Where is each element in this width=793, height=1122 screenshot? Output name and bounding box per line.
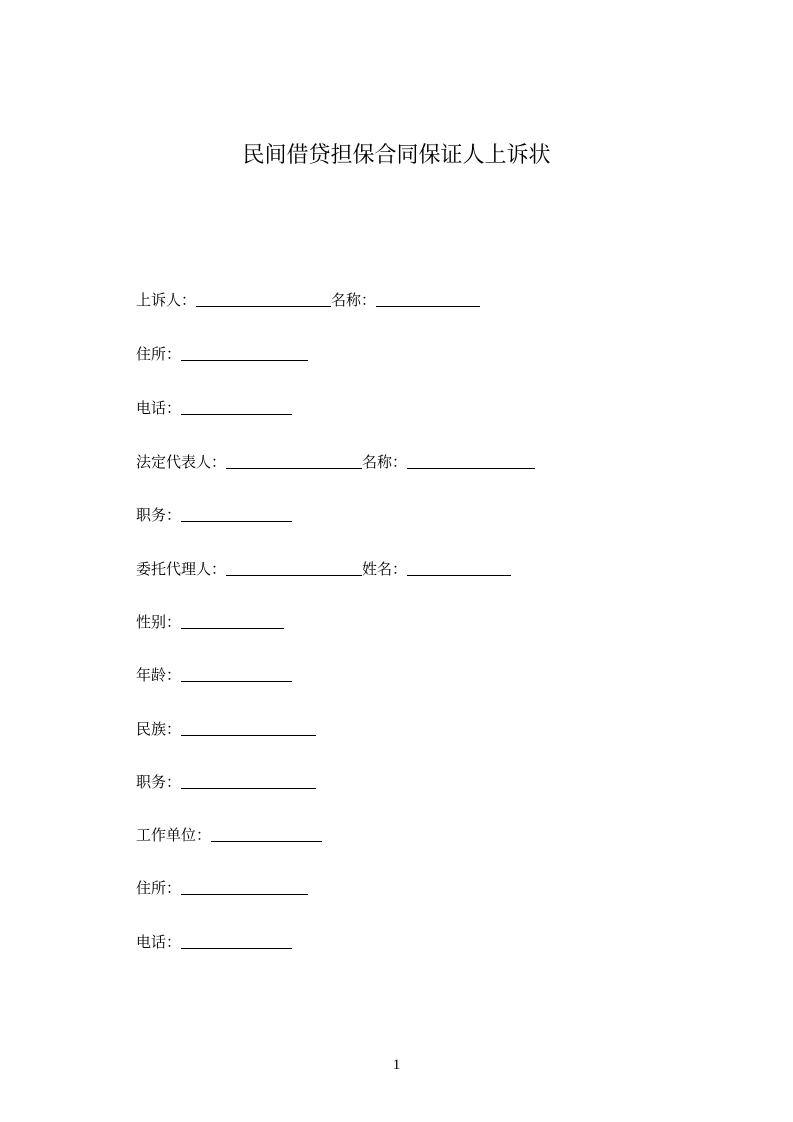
age-line — [136, 665, 292, 685]
phone-blank[interactable] — [181, 398, 292, 415]
agent-blank[interactable] — [226, 559, 362, 576]
page-number: 1 — [392, 1057, 401, 1073]
ethnicity-blank[interactable] — [181, 719, 316, 736]
agent-phone-blank[interactable] — [181, 932, 292, 949]
agent-name-blank[interactable] — [407, 559, 511, 576]
age-label: 年龄： — [136, 666, 182, 684]
agent-line — [136, 559, 511, 579]
appellant-blank[interactable] — [196, 290, 331, 307]
work-unit-line — [136, 825, 322, 845]
appellant-line — [136, 290, 480, 310]
phone-label: 电话： — [136, 399, 182, 417]
ethnicity-label: 民族： — [136, 720, 182, 738]
agent-address-blank[interactable] — [181, 878, 308, 895]
agent-position-blank[interactable] — [181, 772, 316, 789]
legal-rep-name-label: 名称： — [362, 453, 408, 471]
work-unit-blank[interactable] — [211, 825, 322, 842]
ethnicity-line — [136, 719, 316, 739]
legal-rep-line — [136, 452, 535, 472]
legal-rep-label: 法定代表人： — [136, 453, 227, 471]
agent-address-line — [136, 878, 308, 898]
phone-line — [136, 398, 292, 418]
address-blank[interactable] — [181, 344, 308, 361]
address-label: 住所： — [136, 345, 182, 363]
appellant-name-label: 名称： — [331, 291, 377, 309]
address-line — [136, 344, 308, 364]
agent-position-line — [136, 772, 316, 792]
document-title: 民间借贷担保合同保证人上诉状 — [242, 143, 551, 168]
position-label: 职务： — [136, 506, 182, 524]
age-blank[interactable] — [181, 665, 292, 682]
appellant-name-blank[interactable] — [376, 290, 480, 307]
appellant-label: 上诉人： — [136, 291, 197, 309]
agent-label: 委托代理人： — [136, 560, 227, 578]
agent-phone-label: 电话： — [136, 933, 182, 951]
agent-name-label: 姓名： — [362, 560, 408, 578]
gender-label: 性别： — [136, 613, 182, 631]
gender-line — [136, 612, 284, 632]
agent-position-label: 职务： — [136, 773, 182, 791]
work-unit-label: 工作单位： — [136, 826, 212, 844]
position-blank[interactable] — [181, 505, 292, 522]
legal-rep-blank[interactable] — [226, 452, 362, 469]
legal-rep-name-blank[interactable] — [407, 452, 535, 469]
agent-phone-line — [136, 932, 292, 952]
gender-blank[interactable] — [181, 612, 284, 629]
agent-address-label: 住所： — [136, 879, 182, 897]
position-line — [136, 505, 292, 525]
